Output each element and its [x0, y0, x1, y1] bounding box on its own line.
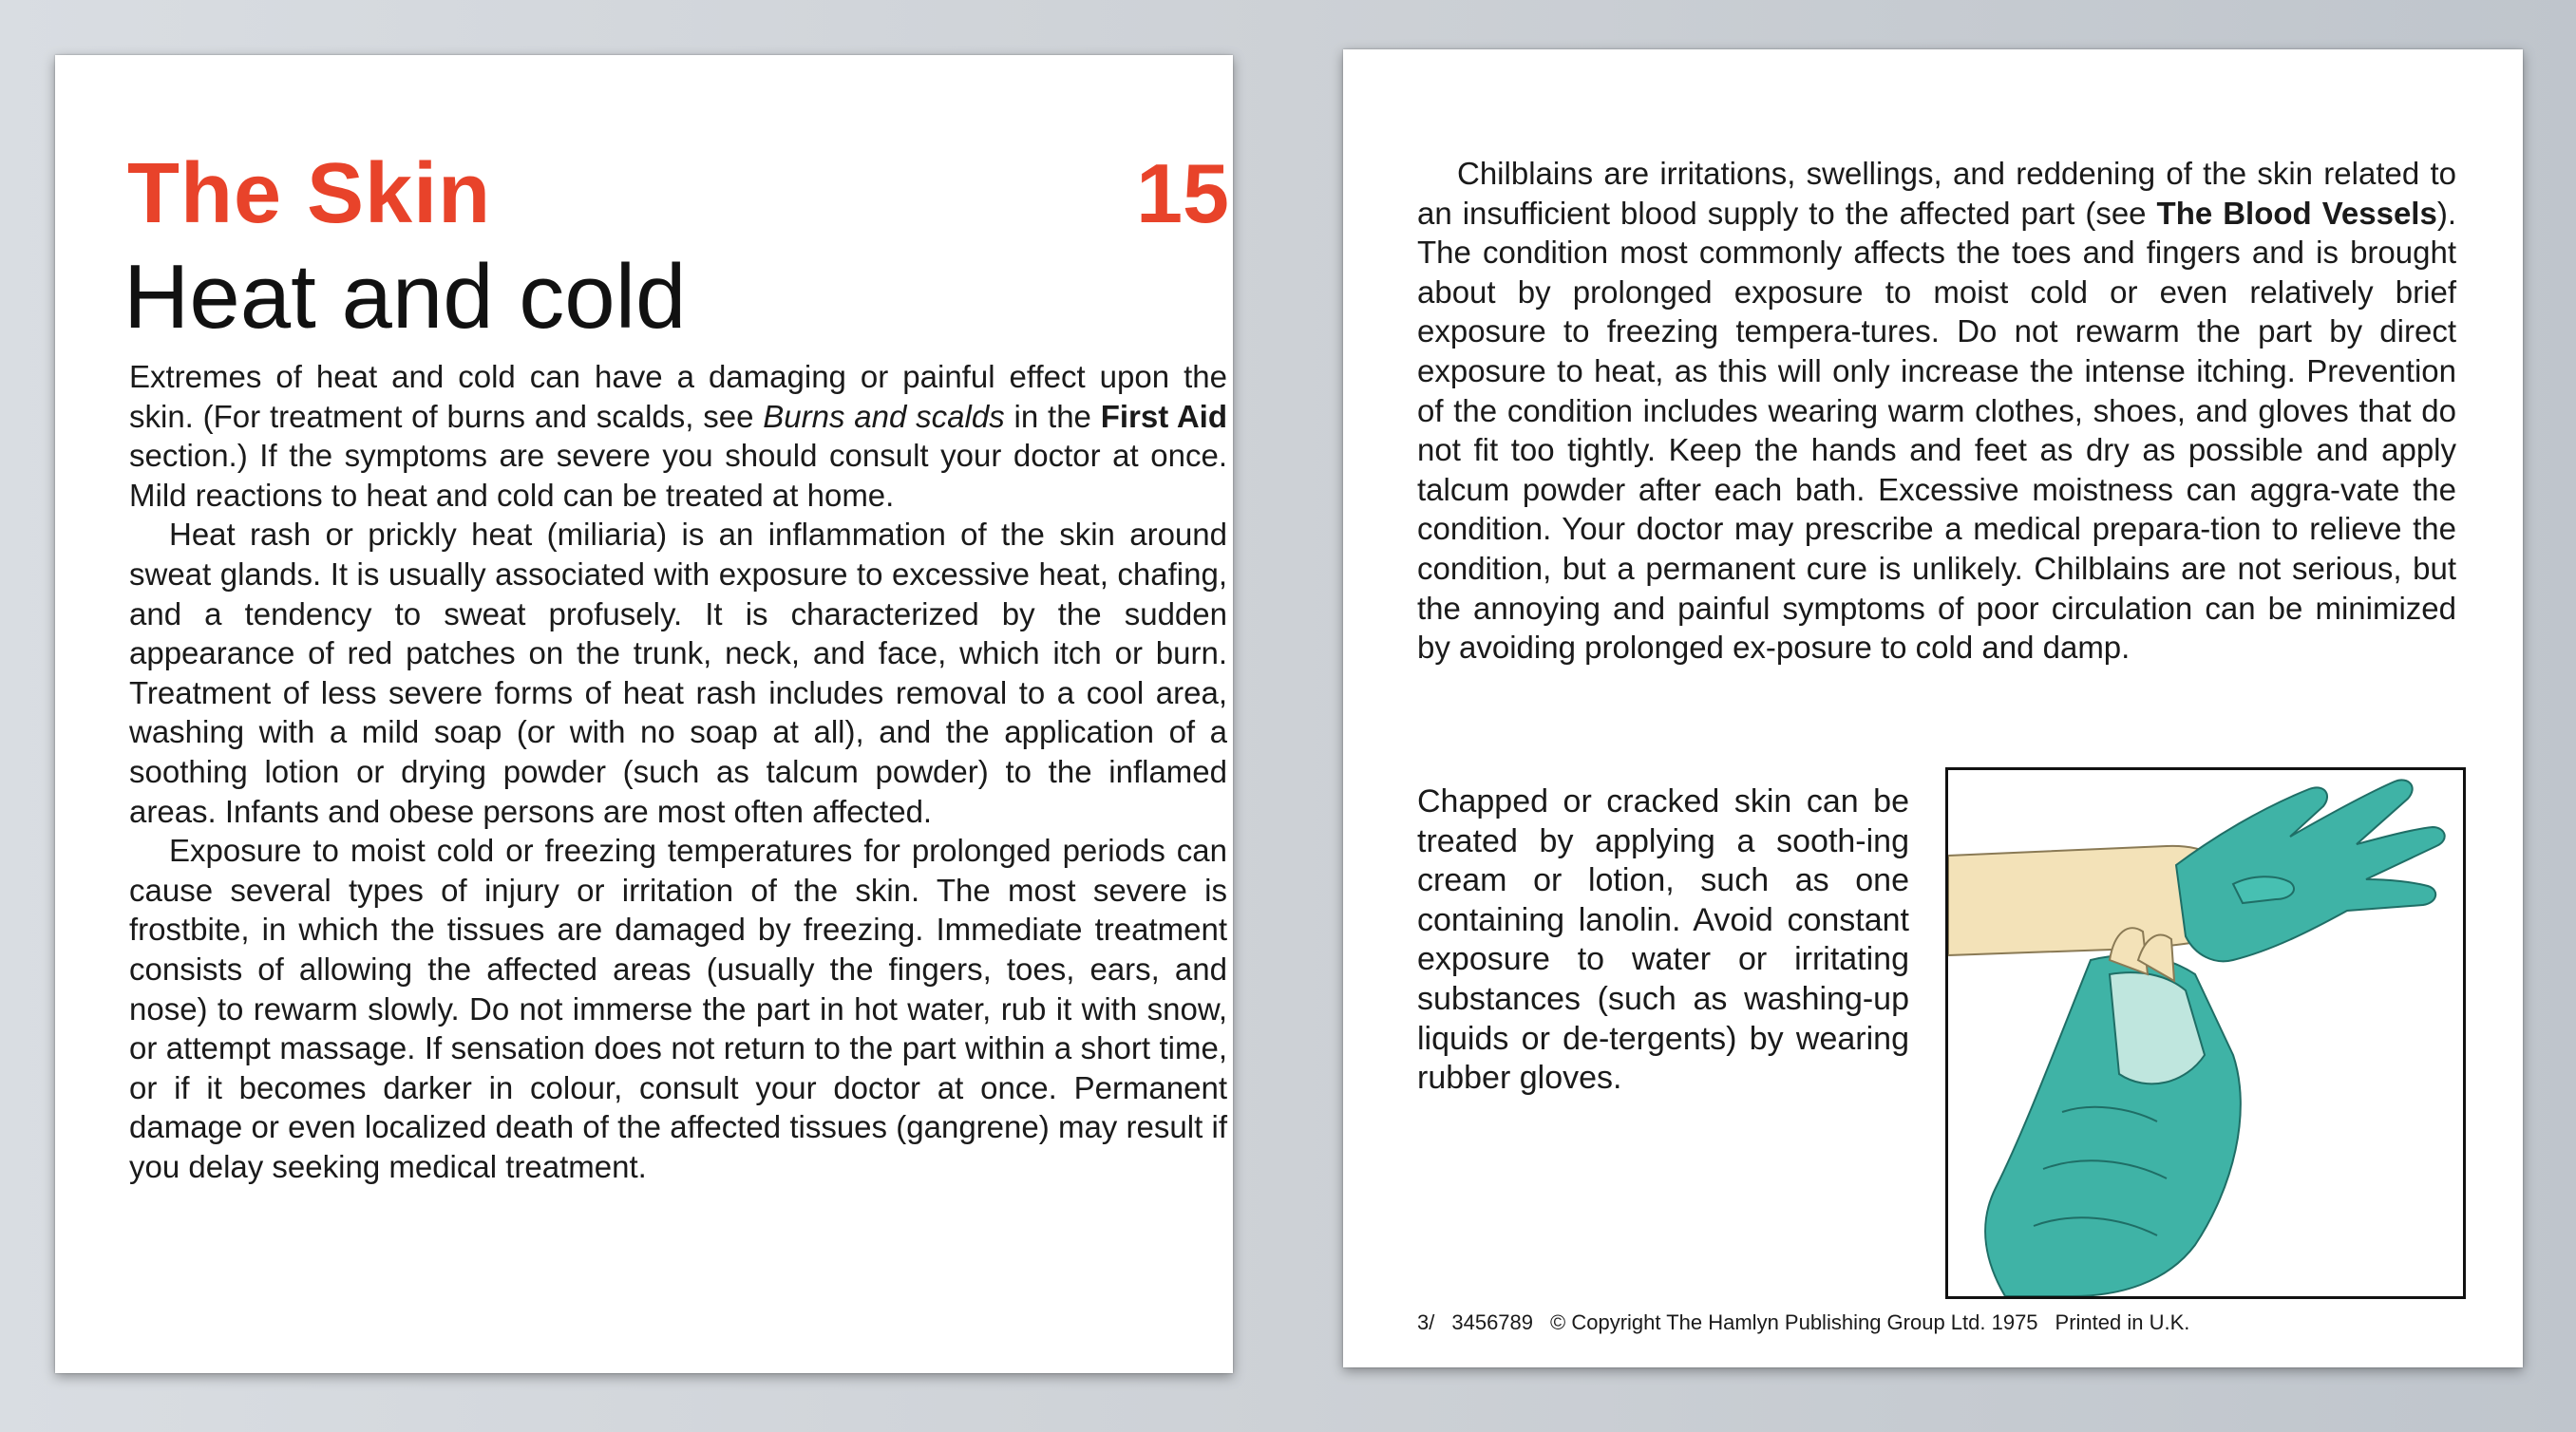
card-number: 15	[1136, 146, 1229, 240]
italic-reference: Burns and scalds	[763, 398, 1005, 434]
paragraph-text: Extremes of heat and cold can have a damaging or painful effect upon the skin. (For treatment of burns and scalds, see	[129, 359, 1227, 434]
footer-printed: Printed in U.K.	[2055, 1310, 2190, 1334]
footer-copyright: © Copyright The Hamlyn Publishing Group Ltd. 1975	[1550, 1310, 2038, 1334]
paragraph-chilblains	[1417, 154, 2456, 668]
paragraph-text: section.) If the symptoms are severe you should consult your doctor at once. Mild reactions to heat and cold can be treated at home.	[129, 438, 1227, 513]
paragraph-text: ). The condition most commonly affects the toes and fingers and is brought about by prolonged exposure to moist cold or even relatively brief exposure to freezing tempera-tures. Do not rewarm the part by direct exposure to heat, as this will only increase the intense itching. Prevention of the condition includes wearing warm clothes, shoes, and gloves that do not fit too tightly. Keep the hands and feet as dry as possible and apply talcum powder after each bath. Excessive moistness can aggra-vate the condition. Your doctor may prescribe a medical prepara-tion to relieve the condition, but a permanent cure is unlikely. Chilblains are not serious, but the annoying and painful symptoms of poor circulation can be minimized by avoiding prolonged ex-posure to cold and damp.	[1417, 195, 2456, 666]
paragraph-text: in the	[1004, 398, 1101, 434]
section-title: The Skin	[127, 146, 492, 241]
left-card	[55, 55, 1233, 1373]
paragraph-cold-exposure: Exposure to moist cold or freezing temperatures for prolonged periods can cause several types of injury or irritation of the skin. The most severe is frostbite, in which the tissues are damaged by freezing. Immediate treatment consists of allowing the affected areas (usually the fingers, toes, ears, and nose) to rewarm slowly. Do not immerse the part in hot water, rub it with snow, or attempt massage. If sensation does not return to the part within a short time, or if it becomes darker in colour, consult your doctor at once. Permanent damage or even localized death of the affected tissues (gangrene) may result if you delay seeking medical treatment.	[129, 833, 1227, 1184]
glove-drawing	[1948, 770, 2463, 1296]
bold-reference: First Aid	[1100, 398, 1227, 434]
footer-number: 3456789	[1451, 1310, 1534, 1334]
paragraph-intro	[129, 357, 1227, 515]
chapped-skin-text: Chapped or cracked skin can be treated by applying a sooth-ing cream or lotion, such as one containing lanolin. Avoid constant exposure to water or irritating substances (such as washing-up liquids or de-tergents) by wearing rubber gloves.	[1417, 783, 1909, 1097]
rubber-glove-illustration	[1945, 767, 2466, 1299]
paragraph-heat-rash: Heat rash or prickly heat (miliaria) is an inflammation of the skin around sweat glands. It is usually associated with exposure to excessive heat, chafing, and a tendency to sweat profusely. It is characterized by the sudden appearance of red patches on the trunk, neck, and face, which itch or burn. Treatment of less severe forms of heat rash includes removal to a cool area, washing with a mild soap (or with no soap at all), and the application of a soothing lotion or drying powder (such as talcum powder) to the inflamed areas. Infants and obese persons are most often affected.	[129, 517, 1227, 829]
title-row	[127, 145, 1229, 250]
right-card	[1343, 49, 2523, 1367]
left-body-text	[129, 357, 1227, 1186]
page-title: Heat and cold	[123, 246, 687, 348]
bold-reference: The Blood Vessels	[2156, 195, 2437, 231]
footer-code: 3/	[1417, 1310, 1435, 1334]
right-body-text	[1417, 154, 2456, 668]
paragraph-text: Chilblains are irritations, swellings, and reddening of the skin related to an insufficient blood supply to the affected part (see	[1417, 156, 2456, 231]
copyright-footer	[1417, 1310, 2207, 1335]
